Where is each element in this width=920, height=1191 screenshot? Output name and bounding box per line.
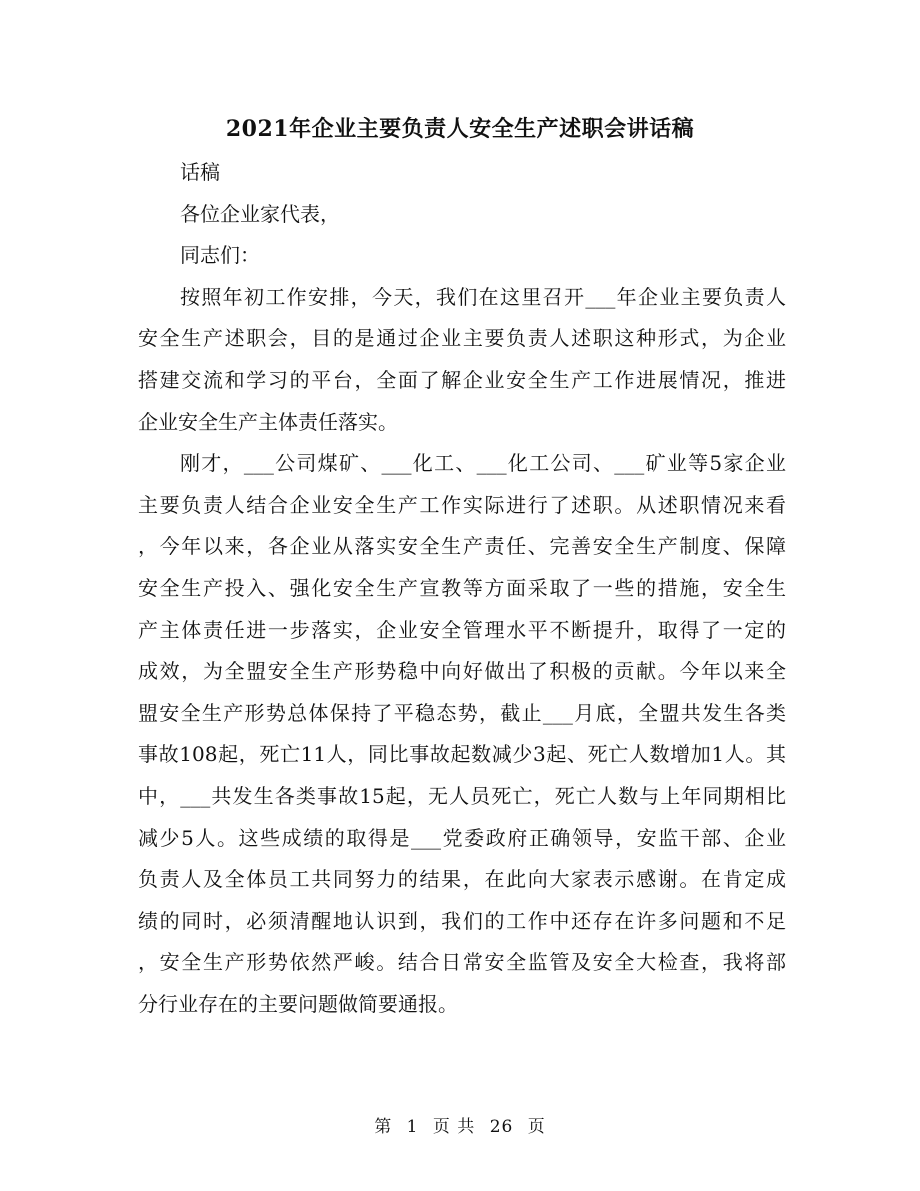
text-line: 企业安全生产主体责任落实。 [138,409,398,434]
text-line: ，安全生产形势依然严峻。结合日常安全监管及安全大检查，我将部 [138,950,786,975]
text-line: 中，___共发生各类事故15起，无人员死亡，死亡人数与上年同期相比 [138,783,786,808]
footer-mid: 页 共 [432,1117,476,1137]
text-line: 搭建交流和学习的平台，全面了解企业安全生产工作进展情况，推进 [138,367,786,392]
text-line: ，今年以来，各企业从落实安全生产责任、完善安全生产制度、保障 [138,534,786,559]
text-line: 各位企业家代表， [180,201,340,226]
text-line: 成效，为全盟安全生产形势稳中向好做出了积极的贡献。今年以来全 [138,659,786,684]
footer-total-pages: 26 [489,1117,514,1137]
text-line: 安全生产投入、强化安全生产宣教等方面采取了一些的措施，安全生 [138,575,786,600]
text-line: 分行业存在的主要问题做简要通报。 [138,991,458,1016]
document-body [138,152,786,1025]
text-line: 按照年初工作安排，今天，我们在这里召开___年企业主要负责人 [180,284,786,309]
text-line: 同志们： [180,243,260,268]
footer-prefix: 第 [374,1117,393,1137]
text-line: 盟安全生产形势总体保持了平稳态势，截止___月底，全盟共发生各类 [138,700,786,725]
document-title: 2021年企业主要负责人安全生产述职会讲话稿 [225,116,695,142]
footer-suffix: 页 [527,1117,546,1137]
text-line: 绩的同时，必须清醒地认识到，我们的工作中还存在许多问题和不足 [138,908,786,933]
text-line: 话稿 [180,160,220,184]
text-line: 事故108起，死亡11人，同比事故起数减少3起、死亡人数增加1人。其 [138,742,786,767]
text-line: 减少5人。这些成绩的取得是___党委政府正确领导，安监干部、企业 [138,825,786,850]
text-line: 产主体责任进一步落实，企业安全管理水平不断提升，取得了一定的 [138,617,786,642]
text-line: 主要负责人结合企业安全生产工作实际进行了述职。从述职情况来看 [138,492,786,517]
text-line: 刚才，___公司煤矿、___化工、___化工公司、___矿业等5家企业 [180,451,786,476]
footer-page-number: 1 [406,1117,419,1137]
text-line: 安全生产述职会，目的是通过企业主要负责人述职这种形式，为企业 [138,326,786,351]
text-line: 负责人及全体员工共同努力的结果，在此向大家表示感谢。在肯定成 [138,867,786,892]
page-footer [0,1112,920,1137]
